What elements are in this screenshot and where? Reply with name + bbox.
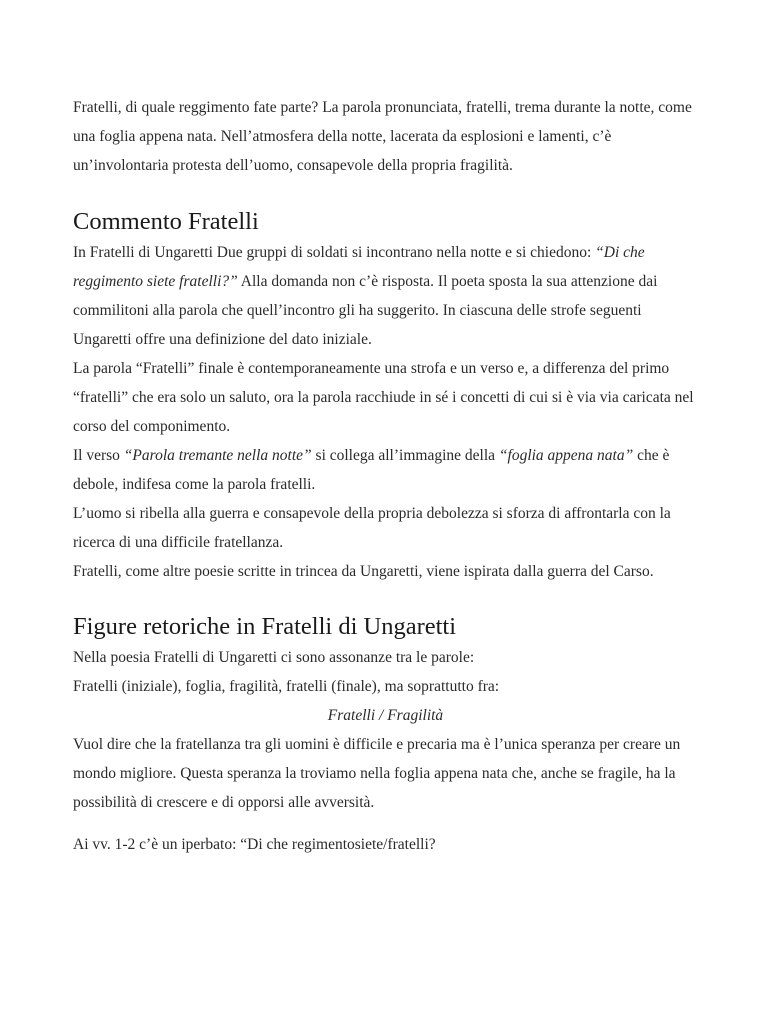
intro-paragraph: Fratelli, di quale reggimento fate parte? La parola pronunciata, fratelli, trema durante la notte, come una foglia appena nata. Nell’atmosfera della notte, lacerata da esplosioni e lamenti, c’è un’involontaria protesta dell’uomo, consapevole della propria fragilità. <box>73 99 692 174</box>
commento-p3-after: che è debole, indifesa come la parola fratelli. <box>73 447 670 493</box>
commento-p1-after: Alla domanda non c’è risposta. Il poeta sposta la sua attenzione dai commilitoni alla parola che quell’incontro gli ha suggerito. In ciascuna delle strofe seguenti Ungaretti offre una definizione del dato iniziale. <box>73 273 658 348</box>
figure-centered-line: Fratelli / Fragilità <box>327 707 444 724</box>
section-heading-figure: Figure retoriche in Fratelli di Ungaretti <box>73 613 457 640</box>
commento-paragraph-2: La parola “Fratelli” finale è contemporaneamente una strofa e un verso e, a differenza del primo “fratelli” che era solo un saluto, ora la parola racchiude in sé i concetti di cui si è via via caricata nel corso del componimento. <box>73 360 694 435</box>
figure-paragraph-2: Fratelli (iniziale), foglia, fragilità, fratelli (finale), ma soprattutto fra: <box>73 678 500 695</box>
commento-paragraph-4: L’uomo si ribella alla guerra e consapevole della propria debolezza si sforza di affrontarla con la ricerca di una difficile fratellanza. <box>73 505 671 551</box>
commento-p3-quote-2: “foglia appena nata” <box>498 447 634 464</box>
document-page <box>73 93 698 859</box>
commento-paragraph-3 <box>73 441 698 499</box>
figure-paragraph-3: Vuol dire che la fratellanza tra gli uomini è difficile e precaria ma è l’unica speranza per creare un mondo migliore. Questa speranza la troviamo nella foglia appena nata che, anche se fragile, ha la possibilità di crescere e di opporsi alle avversità. <box>73 736 681 811</box>
figure-paragraph-1: Nella poesia Fratelli di Ungaretti ci sono assonanze tra le parole: <box>73 649 475 666</box>
commento-p1-before: In Fratelli di Ungaretti Due gruppi di soldati si incontrano nella notte e si chiedono: <box>73 244 596 261</box>
commento-paragraph-5: Fratelli, come altre poesie scritte in trincea da Ungaretti, viene ispirata dalla guerra del Carso. <box>73 563 654 580</box>
commento-p3-middle: si collega all’immagine della <box>311 447 499 464</box>
section-heading-commento: Commento Fratelli <box>73 208 259 235</box>
commento-p1-quote: “Di che reggimento siete fratelli?” <box>73 244 645 290</box>
commento-p3-quote-1: “Parola tremante nella notte” <box>123 447 312 464</box>
commento-paragraph-1 <box>73 238 698 354</box>
figure-paragraph-4: Ai vv. 1-2 c’è un iperbato: “Di che regimentosiete/fratelli? <box>73 836 436 853</box>
commento-p3-before: Il verso <box>73 447 124 464</box>
